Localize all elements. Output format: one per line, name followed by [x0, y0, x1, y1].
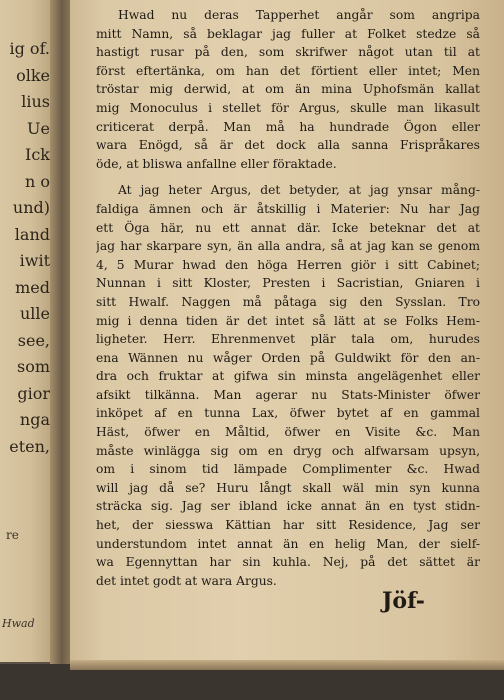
text-line: tröstar mig derwid, at om än mina Uphofsmän kallat: [96, 82, 480, 97]
text-line: faldiga ämnen och är åtskillig i Materier: Nu har Jag: [96, 201, 480, 216]
text-line: understundom intet annat än en helig Man, der sielf-: [96, 536, 480, 551]
text-line: Häst, öfwer en Måltid, öfwer en Visite &c. Man: [96, 425, 480, 440]
text-line: wa Egennyttan har sin kuhla. Nej, på det sättet är: [96, 555, 480, 570]
text-line: måste winlägga sig om en dryg och alfwarsam upsyn,: [96, 443, 480, 458]
text-line: dra och fruktar at gifwa sin minsta angelägenhet eller: [96, 369, 480, 384]
left-page-line: med: [15, 277, 50, 297]
text-line: will jag då se? Huru långt skall wäl min syn kunna: [96, 480, 480, 495]
left-page-line: lius: [21, 92, 50, 111]
paragraph-2: [96, 181, 480, 590]
left-page-line: und): [12, 198, 50, 217]
text-line: afsikt tilkänna. Man agerar nu Stats-Minister öfwer: [96, 387, 480, 402]
text-line: ena Wännen nu wåger Orden på Guldwikt för den an-: [96, 350, 480, 365]
text-line: At jag heter Argus, det betyder, at jag ynsar mång-: [118, 183, 480, 198]
text-line: mig Monoculus i stellet för Argus, skulle man likasult: [96, 100, 480, 115]
page-bottom-edge: [70, 660, 504, 670]
left-page-line: gior: [17, 383, 50, 403]
left-page-line: see,: [17, 330, 50, 350]
text-line: sitt Hwalf. Naggen må påtaga sig den Sysslan. Tro: [96, 294, 480, 309]
left-page-line: eten,: [9, 436, 50, 456]
left-page-stray-mark: re: [6, 528, 19, 542]
left-page-text: [2, 36, 50, 460]
left-page-line: som: [16, 357, 50, 376]
text-line: sträcka sig. Jag ser ibland icke annat än en tyst stidn-: [96, 499, 480, 514]
text-line: mig i denna tiden är det intet så lätt at se Folks Hem-: [96, 313, 480, 328]
text-line: inköpet af en tunna Lax, öfwer bytet af en gammal: [96, 406, 480, 421]
text-line: Hwad nu deras Tapperhet angår som angripa: [118, 8, 480, 22]
left-page-line: ig of.: [9, 39, 50, 58]
left-page-catchword: Hwad: [2, 617, 35, 630]
left-page-line: Ue: [27, 118, 50, 138]
text-line: 4, 5 Murar hwad den höga Herren giör i sitt Cabinet;: [96, 257, 480, 272]
text-line: het, der siesswa Kättian har sitt Residence, Jag ser: [96, 518, 480, 533]
text-line: criticerat derpå. Man må ha hundrade Ögon eller: [96, 119, 480, 134]
text-line: jag har skarpare syn, än alla andra, så at jag kan se genom: [96, 239, 480, 254]
left-page-line: n o: [24, 171, 50, 191]
left-page-line: Ick: [25, 145, 50, 164]
left-page-fragment: [0, 0, 52, 662]
left-page-line: olke: [16, 65, 50, 85]
text-line: wara Enögd, så är det dock alla sanna Frispråkares: [96, 138, 480, 153]
left-page-line: ulle: [19, 304, 50, 323]
catchword: Jöf-: [382, 588, 425, 614]
text-line: Nunnan i sitt Kloster, Presten i Sacristian, Gniaren i: [96, 276, 480, 291]
text-line: öde, at bliswa anfallne eller föraktade.: [96, 156, 337, 171]
text-line: hastigt rusar på den, som skrifwer något utan til at: [96, 45, 480, 60]
text-line: ett Öga här, nu ett annat där. Icke beteknar det at: [96, 220, 480, 235]
text-line: ligheter. Herr. Ehrenmenvet plär tala om, hurudes: [96, 332, 480, 347]
text-line: om i sinom tid lämpade Complimenter &c. Hwad: [96, 462, 480, 477]
left-page-line: nga: [19, 410, 50, 429]
paragraph-1: [96, 6, 480, 173]
page-text: [96, 6, 480, 590]
text-line: först eftertänka, om han det förtient eller intet; Men: [96, 63, 480, 78]
text-line: mitt Namn, så beklagar jag fuller at Folket stedze så: [96, 26, 480, 41]
left-page-line: land: [14, 224, 50, 244]
text-line: det intet godt at wara Argus.: [96, 573, 277, 588]
left-page-line: iwit: [19, 251, 50, 270]
